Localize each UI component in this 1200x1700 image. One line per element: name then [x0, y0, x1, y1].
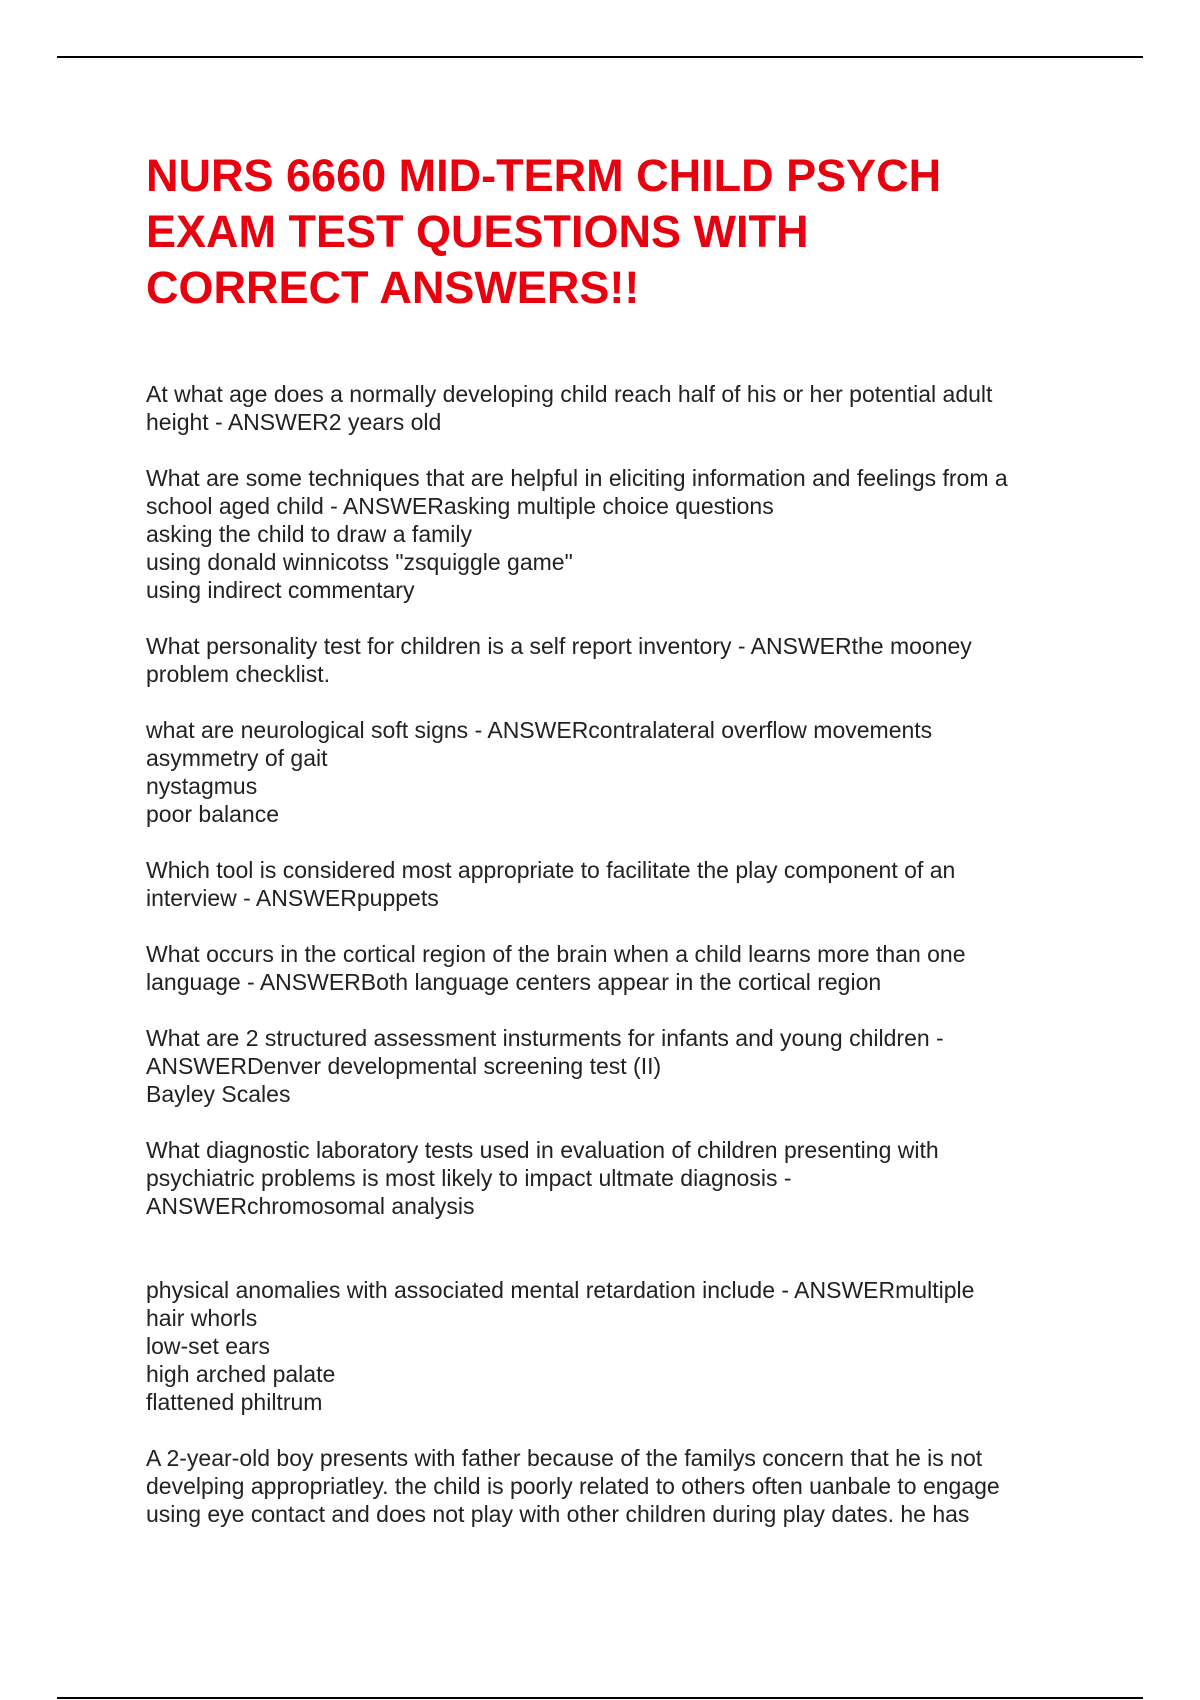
title-line: EXAM TEST QUESTIONS WITH — [146, 206, 809, 257]
qa-line: hair whorls — [146, 1305, 258, 1331]
qa-line: high arched palate — [146, 1361, 336, 1387]
qa-line: low-set ears — [146, 1333, 270, 1359]
qa-line: At what age does a normally developing child reach half of his or her potential adult — [146, 381, 993, 407]
qa-item — [146, 380, 1066, 436]
qa-line: psychiatric problems is most likely to impact ultmate diagnosis - — [146, 1165, 792, 1191]
qa-line: what are neurological soft signs - ANSWERcontralateral overflow movements — [146, 717, 933, 743]
qa-line: using donald winnicotss "zsquiggle game" — [146, 549, 573, 575]
qa-item — [146, 940, 1066, 996]
qa-line: Bayley Scales — [146, 1081, 291, 1107]
qa-item — [146, 1024, 1066, 1108]
qa-line: interview - ANSWERpuppets — [146, 885, 439, 911]
qa-line: What personality test for children is a self report inventory - ANSWERthe mooney — [146, 633, 972, 659]
document-title — [146, 148, 1066, 316]
qa-line: What diagnostic laboratory tests used in evaluation of children presenting with — [146, 1137, 939, 1163]
qa-item — [146, 856, 1066, 912]
qa-line: nystagmus — [146, 773, 258, 799]
qa-line: asymmetry of gait — [146, 745, 328, 771]
qa-line: ANSWERDenver developmental screening test (II) — [146, 1053, 662, 1079]
qa-line: What are some techniques that are helpful in eliciting information and feelings from a — [146, 465, 1008, 491]
qa-line: What occurs in the cortical region of the brain when a child learns more than one — [146, 941, 966, 967]
qa-item — [146, 1136, 1066, 1220]
qa-line: height - ANSWER2 years old — [146, 409, 442, 435]
qa-line: Which tool is considered most appropriate to facilitate the play component of an — [146, 857, 956, 883]
qa-line: school aged child - ANSWERasking multiple choice questions — [146, 493, 774, 519]
qa-item — [146, 1444, 1066, 1528]
qa-line: A 2-year-old boy presents with father because of the familys concern that he is not — [146, 1445, 983, 1471]
bottom-rule — [57, 1697, 1143, 1699]
qa-item — [146, 716, 1066, 828]
qa-line: ANSWERchromosomal analysis — [146, 1193, 475, 1219]
page-content — [146, 148, 1066, 1556]
title-line: NURS 6660 MID-TERM CHILD PSYCH — [146, 150, 942, 201]
qa-line: problem checklist. — [146, 661, 331, 687]
qa-line: language - ANSWERBoth language centers appear in the cortical region — [146, 969, 882, 995]
question-answer-list — [146, 380, 1066, 1528]
qa-line: flattened philtrum — [146, 1389, 323, 1415]
qa-line: using eye contact and does not play with other children during play dates. he has — [146, 1501, 970, 1527]
top-rule — [57, 56, 1143, 58]
qa-item — [146, 464, 1066, 604]
qa-line: What are 2 structured assessment insturments for infants and young children - — [146, 1025, 944, 1051]
qa-line: using indirect commentary — [146, 577, 415, 603]
qa-item — [146, 632, 1066, 688]
qa-line: physical anomalies with associated mental retardation include - ANSWERmultiple — [146, 1277, 975, 1303]
qa-line: poor balance — [146, 801, 279, 827]
qa-item — [146, 1276, 1066, 1416]
title-line: CORRECT ANSWERS!! — [146, 262, 640, 313]
qa-line: asking the child to draw a family — [146, 521, 472, 547]
qa-line: develping appropriatley. the child is poorly related to others often uanbale to engage — [146, 1473, 1000, 1499]
